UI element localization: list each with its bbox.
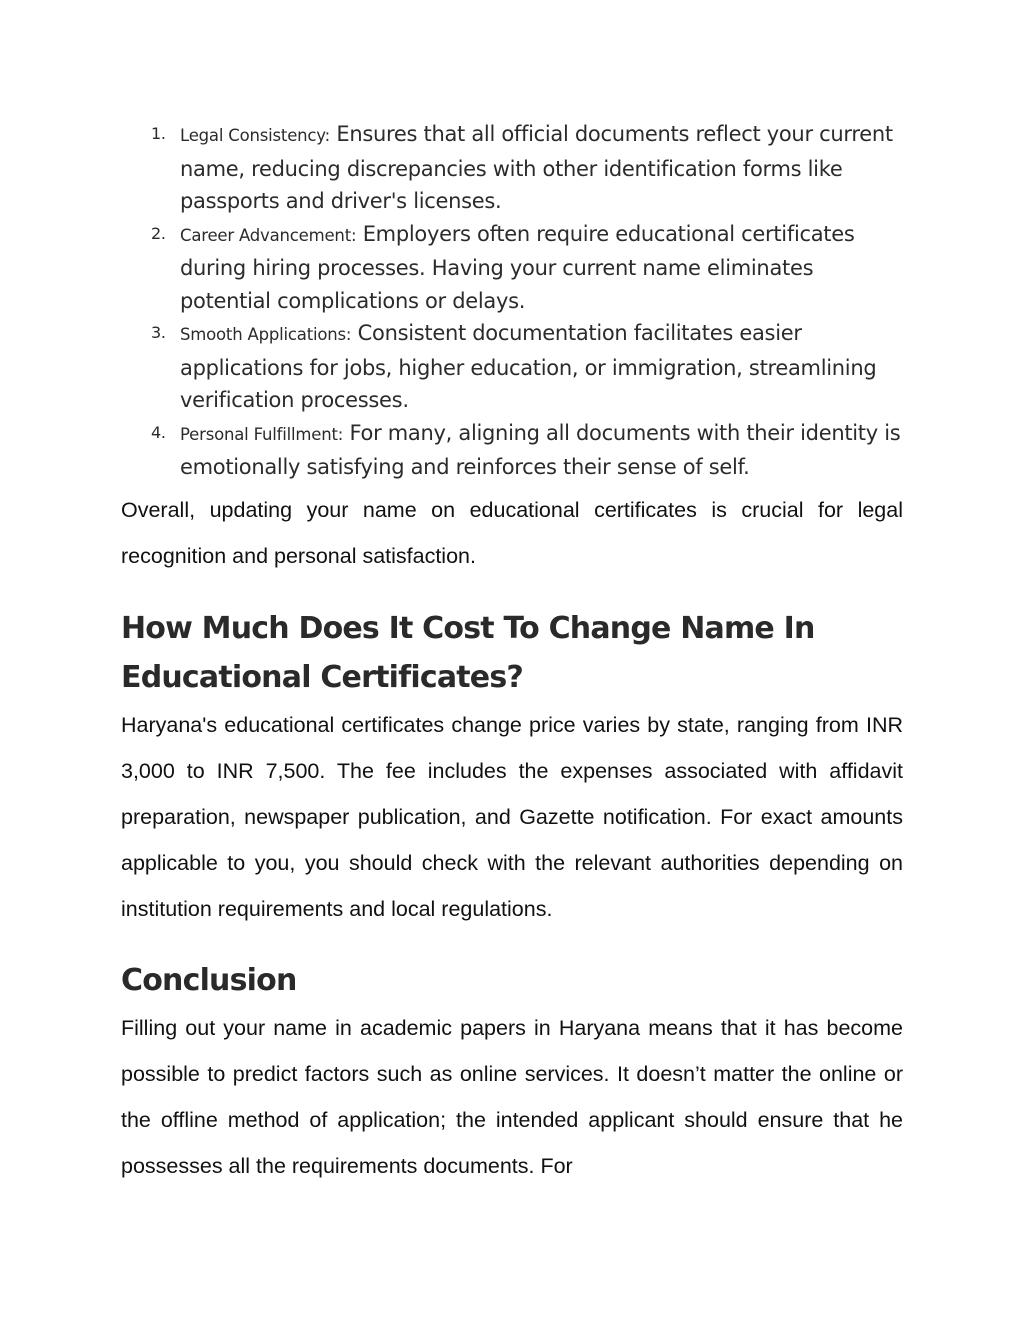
conclusion-paragraph: Filling out your name in academic papers in Haryana means that it has become possible to predict factors such as online services. It doesn’t matter the online or the offline method of application; the intended applicant should ensure that he possesses all the requirements documents. For xyxy=(121,1016,903,1178)
list-number: 2. xyxy=(151,223,166,243)
list-number: 4. xyxy=(151,422,166,442)
list-number: 3. xyxy=(151,323,166,342)
cost-paragraph: Haryana's educational certificates change price varies by state, ranging from INR 3,000 to INR 7,500. The fee includes the expenses associated with affidavit preparation, newspaper publication, and Gazette notification. For exact amounts applicable to you, you should check with the relevant authorities depending on institution requirements and local regulations. xyxy=(121,713,903,921)
list-item-text: For many, aligning all documents with their identity is emotionally satisfying and reinforces their sense of self. xyxy=(180,420,901,479)
overall-paragraph: Overall, updating your name on educational certificates is crucial for legal recognition and personal satisfaction. xyxy=(121,498,903,568)
benefits-list xyxy=(146,118,906,484)
list-number: 1. xyxy=(151,124,166,143)
cost-heading: How Much Does It Cost To Change Name In Educational Certificates? xyxy=(121,611,815,695)
list-item xyxy=(146,218,906,318)
list-item-lead: Smooth Applications: xyxy=(180,325,352,344)
list-item xyxy=(146,118,906,218)
list-item-lead: Legal Consistency: xyxy=(180,126,330,145)
list-item-lead: Career Advancement: xyxy=(180,225,357,245)
list-item xyxy=(146,417,906,484)
conclusion-heading: Conclusion xyxy=(121,963,297,998)
list-item-text: Employers often require educational certificates during hiring processes. Having your current name eliminates potential complications or delays. xyxy=(180,221,855,313)
list-item xyxy=(146,317,906,417)
list-item-lead: Personal Fulfillment: xyxy=(180,424,344,444)
list-item-text: Consistent documentation facilitates easier applications for jobs, higher education, or immigration, streamlining verification processes. xyxy=(180,321,877,412)
list-item-text: Ensures that all official documents reflect your current name, reducing discrepancies with other identification forms like passports and driver's licenses. xyxy=(180,122,893,213)
